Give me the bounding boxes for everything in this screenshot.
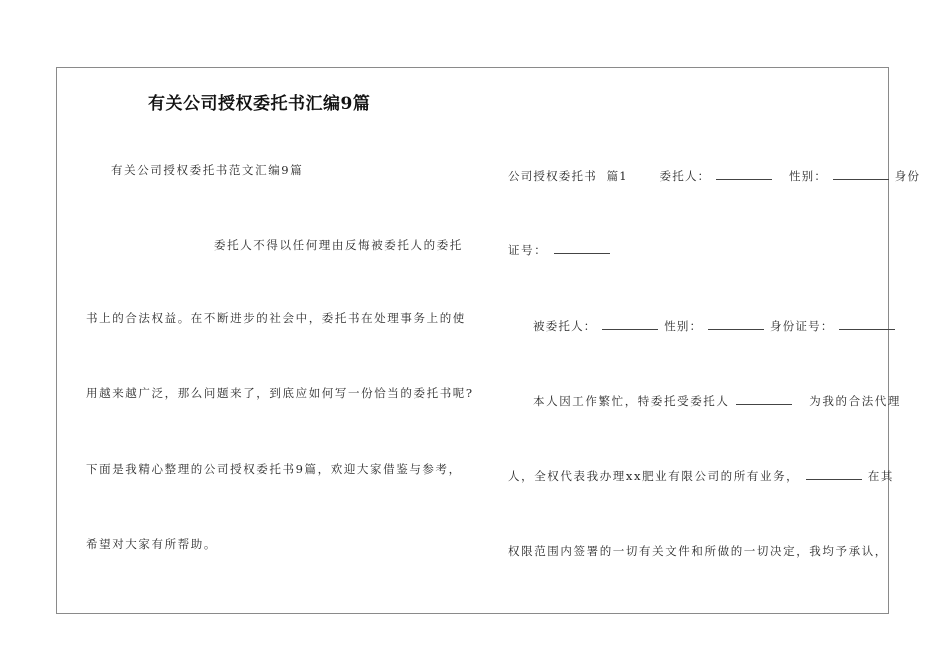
left-paragraph-line-3: 用越来越广泛，那么问题来了，到底应如何写一份恰当的委托书呢?: [86, 386, 474, 400]
principal-label: 委托人：: [659, 169, 711, 183]
principal-id-label-part1: 身份: [894, 169, 921, 183]
authorized-person-blank[interactable]: [806, 469, 862, 480]
page-frame: [56, 67, 889, 614]
principal-gender-label: 性别：: [788, 169, 828, 183]
principal-gender-blank[interactable]: [833, 169, 889, 180]
right-body-line-1: [533, 393, 901, 409]
left-paragraph-line-4: 下面是我精心整理的公司授权委托书9篇，欢迎大家借鉴与参考，: [86, 462, 462, 476]
left-paragraph-line-2: 书上的合法权益。在不断进步的社会中，委托书在处理事务上的使: [86, 311, 466, 325]
body-line-1-end: 为我的合法代理: [809, 394, 901, 408]
agent-id-label: 身份证号：: [770, 319, 834, 333]
right-body-line-2: [508, 468, 894, 484]
agent-gender-label: 性别：: [664, 319, 703, 333]
agent-name-blank[interactable]: [602, 319, 658, 330]
agent-label: 被委托人：: [533, 319, 597, 333]
left-subtitle: 有关公司授权委托书范文汇编9篇: [111, 163, 304, 177]
right-body-line-3: 权限范围内签署的一切有关文件和所做的一切决定，我均予承认，: [508, 544, 888, 558]
left-paragraph-line-1: 委托人不得以任何理由反悔被委托人的委托: [214, 238, 463, 252]
section-heading: 公司授权委托书 篇1: [508, 169, 628, 183]
principal-blank[interactable]: [716, 169, 772, 180]
left-paragraph-line-5: 希望对大家有所帮助。: [86, 537, 217, 551]
right-form-row-3: [533, 318, 896, 334]
agent-id-blank[interactable]: [839, 319, 895, 330]
document-title: 有关公司授权委托书汇编9篇: [148, 94, 371, 114]
agent-gender-blank[interactable]: [708, 319, 764, 330]
right-form-row-2: [508, 242, 611, 258]
delegate-blank[interactable]: [736, 394, 792, 405]
body-line-2-end: 在其: [867, 469, 895, 483]
body-line-2-start: 人，全权代表我办理xx肥业有限公司的所有业务，: [508, 469, 800, 483]
principal-id-blank[interactable]: [554, 243, 610, 254]
principal-id-label-part2: 证号：: [508, 243, 548, 257]
body-line-1-start: 本人因工作繁忙，特委托受委托人: [533, 394, 730, 408]
right-form-row-1: [508, 168, 920, 184]
